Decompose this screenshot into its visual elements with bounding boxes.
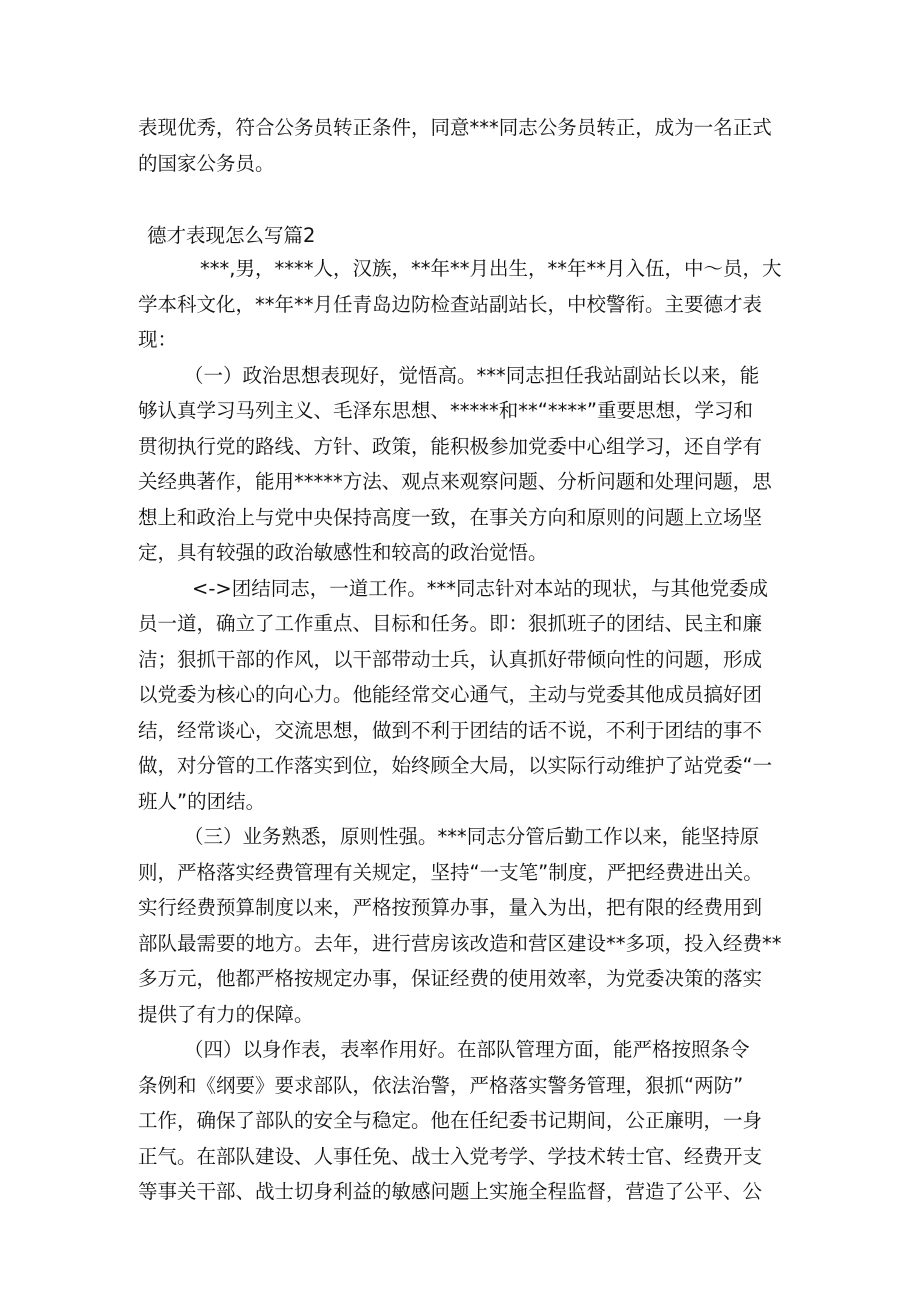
text-line: 员一道，确立了工作重点、目标和任务。即：狠抓班子的团结、民主和廉 (138, 612, 763, 635)
text-line: 工作，确保了部队的安全与稳定。他在任纪委书记期间，公正廉明，一身 (138, 1109, 763, 1132)
text-line: 正气。在部队建设、人事任免、战士入党考学、学技术转士官、经费开支 (138, 1145, 763, 1168)
text-line: 班人”的团结。 (138, 790, 266, 813)
text-line: 做，对分管的工作落实到位，始终顾全大局，以实际行动维护了站党委“一 (138, 754, 773, 777)
paragraph-start: （四）以身作表，表率作用好。在部队管理方面，能严格按照条令 (184, 1038, 750, 1061)
paragraph-start: （三）业务熟悉，原则性强。***同志分管后勤工作以来，能坚持原 (184, 825, 760, 848)
text-line: 定，具有较强的政治敏感性和较高的政治觉悟。 (138, 541, 548, 564)
text-line: 等事关干部、战士切身利益的敏感问题上实施全程监督，营造了公平、公 (138, 1180, 763, 1203)
text-line: 实行经费预算制度以来，严格按预算办事，量入为出，把有限的经费用到 (138, 896, 763, 919)
text-line: 的国家公务员。 (138, 152, 275, 175)
section-heading: 德才表现怎么写篇2 (147, 224, 316, 247)
text-line: 够认真学习马列主义、毛泽东思想、*****和**“****”重要思想，学习和 (138, 399, 753, 422)
text-line: 贯彻执行党的路线、方针、政策，能积极参加党委中心组学习，还自学有 (138, 435, 763, 458)
text-line: 条例和《纲要》要求部队，依法治警，严格落实警务管理，狠抓“两防” (138, 1074, 744, 1097)
text-line: 洁；狠抓干部的作风，以干部带动士兵，认真抓好带倾向性的问题，形成 (138, 648, 763, 671)
text-line: 提供了有力的保障。 (138, 1003, 314, 1026)
text-line: 想上和政治上与党中央保持高度一致，在事关方向和原则的问题上立场坚 (138, 506, 763, 529)
paragraph-start: <->团结同志，一道工作。***同志针对本站的现状，与其他党委成 (192, 577, 768, 600)
text-line: 结，经常谈心，交流思想，做到不利于团结的话不说，不利于团结的事不 (138, 719, 763, 742)
text-line: 部队最需要的地方。去年，进行营房该改造和营区建设**多项，投入经费** (138, 932, 782, 955)
text-line: 则，严格落实经费管理有关规定，坚持“一支笔”制度，严把经费进出关。 (138, 861, 763, 884)
text-line: 学本科文化，**年**月任青岛边防检查站副站长，中校警衔。主要德才表 (138, 293, 763, 316)
text-line: 现： (138, 328, 178, 351)
text-line: 表现优秀，符合公务员转正条件，同意***同志公务员转正，成为一名正式 (138, 116, 772, 139)
text-line: 多万元，他都严格按规定办事，保证经费的使用效率，为党委决策的落实 (138, 967, 763, 990)
text-line: ***,男，****人，汉族，**年**月出生，**年**月入伍，中〜员，大 (200, 257, 782, 280)
text-line: 关经典著作，能用*****方法、观点来观察问题、分析问题和处理问题，思 (138, 470, 772, 493)
paragraph-start: （一）政治思想表现好，觉悟高。***同志担任我站副站长以来，能 (184, 364, 760, 387)
text-line: 以党委为核心的向心力。他能经常交心通气，主动与党委其他成员搞好团 (138, 683, 763, 706)
